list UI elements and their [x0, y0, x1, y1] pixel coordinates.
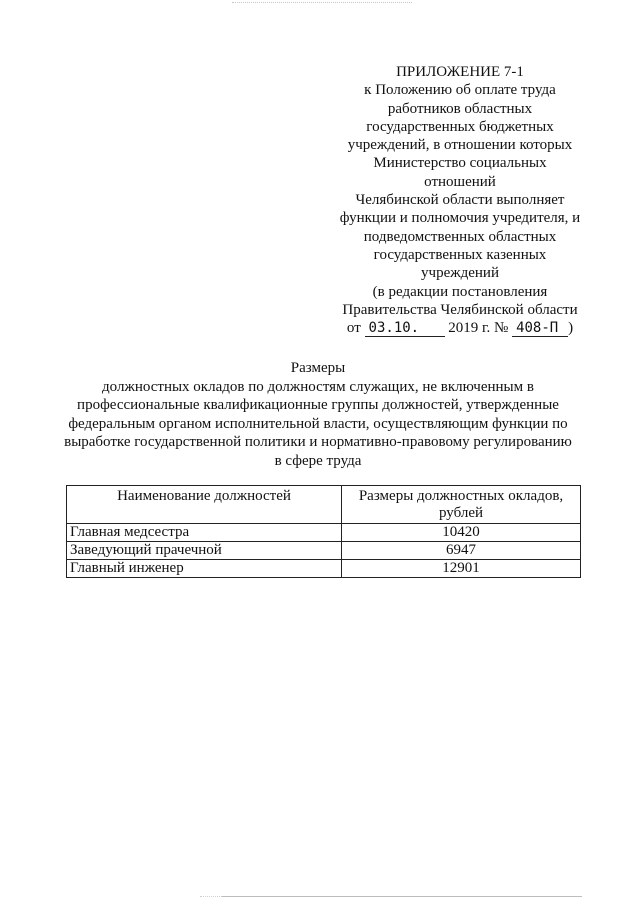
heading-line: в сфере труда — [274, 452, 362, 469]
appendix-header — [330, 63, 590, 337]
appendix-line: (в редакции постановления — [372, 283, 548, 300]
salary-value: 10420 — [342, 524, 581, 542]
appendix-line: учреждений — [421, 265, 499, 282]
table-row — [67, 542, 581, 560]
position-name: Заведующий прачечной — [67, 542, 342, 560]
appendix-line: Челябинской области выполняет — [355, 192, 565, 209]
salary-value: 6947 — [342, 542, 581, 560]
resolution-number: 408-П — [512, 321, 568, 337]
resolution-date-line — [330, 319, 590, 337]
heading-line: федеральным органом исполнительной власти, осуществляющим функции по — [68, 415, 568, 432]
heading-line: профессиональные квалификационные группы должностей, утвержденные — [77, 397, 559, 413]
position-name: Главная медсестра — [67, 524, 342, 542]
table-row — [67, 560, 581, 578]
heading-line: выработке государственной политики и нормативно-правовому регулированию — [64, 434, 572, 450]
appendix-line: функции и полномочия учредителя, и — [339, 210, 581, 227]
appendix-line: учреждений, в отношении которых — [347, 137, 573, 154]
appendix-line: государственных казенных — [373, 246, 547, 263]
salary-table — [66, 485, 581, 578]
document-heading — [48, 359, 588, 470]
date-prefix: от — [346, 320, 361, 337]
table-header-row — [67, 486, 581, 524]
closing-paren: ) — [568, 320, 574, 337]
heading-line: должностных окладов по должностям служащих, не включенным в — [102, 378, 534, 395]
footer-dotted-rule — [200, 896, 222, 897]
appendix-title: ПРИЛОЖЕНИЕ 7-1 — [396, 64, 524, 80]
table-row — [67, 524, 581, 542]
appendix-line: работников областных — [387, 100, 533, 117]
column-header-salary: Размеры должностных окладов, рублей — [342, 486, 581, 524]
appendix-line: подведомственных областных — [363, 228, 557, 245]
appendix-line: Министерство социальных — [373, 155, 547, 172]
scan-top-marks — [232, 2, 412, 6]
position-name: Главный инженер — [67, 560, 342, 578]
appendix-line: Правительства Челябинской области — [342, 301, 578, 318]
resolution-date: 03.10. — [365, 321, 445, 337]
appendix-line: государственных бюджетных — [366, 118, 554, 135]
column-header-position: Наименование должностей — [67, 486, 342, 524]
salary-value: 12901 — [342, 560, 581, 578]
appendix-line: отношений — [424, 173, 496, 190]
year-text: 2019 г. № — [448, 320, 509, 337]
heading-title: Размеры — [290, 360, 346, 376]
appendix-line: к Положению об оплате труда — [364, 82, 556, 99]
footer-rule — [222, 896, 582, 897]
